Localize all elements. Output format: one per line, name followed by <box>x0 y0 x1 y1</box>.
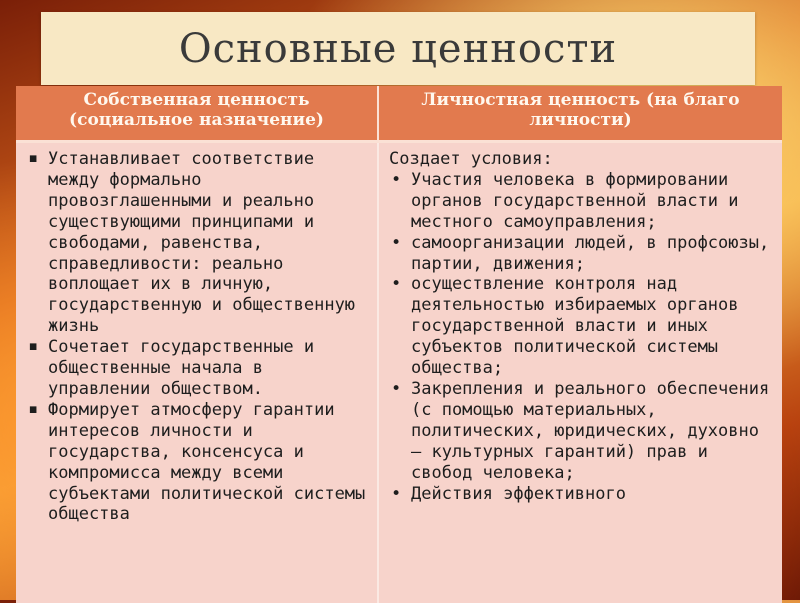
list-item: • Участия человека в формировании органов государственной власти и местного самоуправления; <box>389 170 774 233</box>
list-item: ▪ Устанавливает соответствие между формально провозглашенными и реально существующими принципами и свободами, равенства, справедливости: реально воплощает их в личную, государственную и общественную жизнь <box>26 149 369 337</box>
list-item: ▪ Формирует атмосферу гарантии интересов личности и государства, консенсуса и компромисса между всеми субъектами политической системы общества <box>26 400 369 525</box>
list-item: • Закрепления и реального обеспечения (с помощью материальных, политических, юридических, духовно – культурных гарантий) прав и свобод человека; <box>389 379 774 484</box>
table-body-row <box>16 142 782 603</box>
list-item: • Действия эффективного <box>389 484 774 505</box>
header-personal-value: Личностная ценность (на благо личности) <box>378 86 782 142</box>
left-cell <box>16 142 378 603</box>
header-own-value: Собственная ценность (социальное назначение) <box>16 86 378 142</box>
right-list <box>389 170 774 505</box>
list-item: • осуществление контроля над деятельностью избираемых органов государственной власти и иных субъектов политической системы общества; <box>389 274 774 379</box>
list-item: ▪ Сочетает государственные и общественные начала в управлении обществом. <box>26 337 369 400</box>
slide-title: Основные ценности <box>179 26 617 72</box>
table-header-row <box>16 86 782 142</box>
right-intro: Создает условия: <box>389 149 774 170</box>
right-cell <box>378 142 782 603</box>
values-table <box>16 86 782 603</box>
left-list <box>26 149 369 525</box>
list-item: • самоорганизации людей, в профсоюзы, партии, движения; <box>389 233 774 275</box>
slide-title-box <box>41 12 755 85</box>
